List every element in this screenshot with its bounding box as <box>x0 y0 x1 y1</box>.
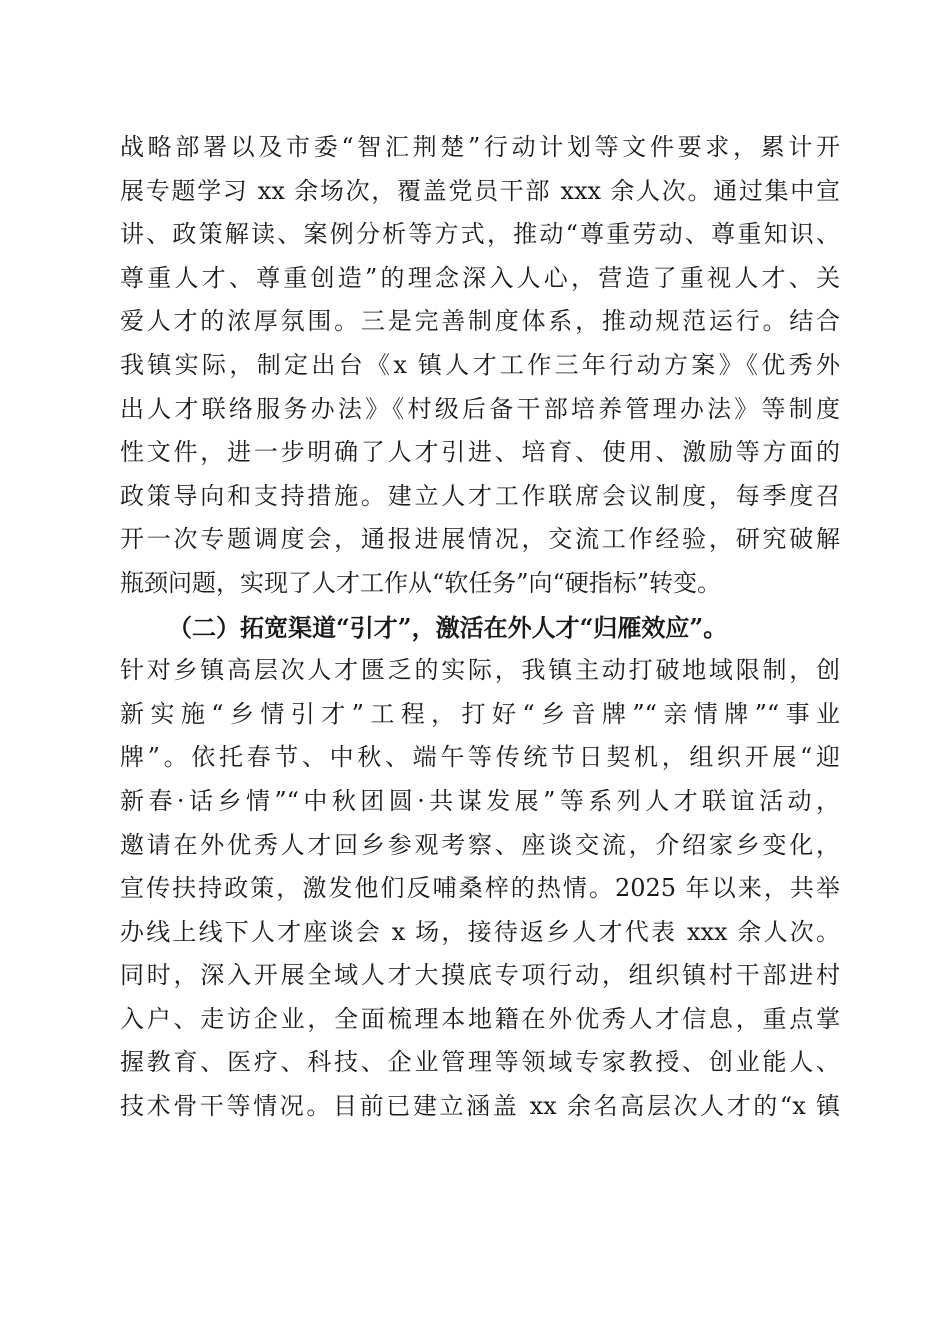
text-line: 开一次专题调度会，通报进展情况，交流工作经验，研究破解 <box>120 525 840 554</box>
text-line: 战略部署以及市委“智汇荆楚”行动计划等文件要求，累计开 <box>120 133 840 161</box>
text-line: 瓶颈问题，实现了人才工作从“软任务”向“硬指标”转变。 <box>120 568 722 597</box>
text-line: 讲、政策解读、案例分析等方式，推动“尊重劳动、尊重知识、 <box>120 220 840 249</box>
text-line: 尊重人才、尊重创造”的理念深入人心，营造了重视人才、关 <box>120 263 840 292</box>
text-line: 邀请在外优秀人才回乡参观考察、座谈交流，介绍家乡变化， <box>120 830 840 859</box>
section-heading: （二）拓宽渠道“引才”，激活在外人才“归雁效应”。 <box>168 612 728 642</box>
text-line: 出人才联络服务办法》《村级后备干部培养管理办法》等制度 <box>120 394 840 423</box>
text-line: 入户、走访企业，全面梳理本地籍在外优秀人才信息，重点掌 <box>120 1004 840 1033</box>
text-line: 展专题学习 xx 余场次，覆盖党员干部 xxx 余人次。通过集中宣 <box>120 176 840 205</box>
text-line: 我镇实际，制定出台《x 镇人才工作三年行动方案》《优秀外 <box>120 350 840 379</box>
text-line: 同时，深入开展全域人才大摸底专项行动，组织镇村干部进村 <box>120 961 840 990</box>
text-line: 技术骨干等情况。目前已建立涵盖 xx 余名高层次人才的“x 镇 <box>120 1092 840 1121</box>
text-line: 新实施“乡情引才”工程，打好“乡音牌”“亲情牌”“事业 <box>120 699 840 728</box>
text-line: 牌”。依托春节、中秋、端午等传统节日契机，组织开展“迎 <box>120 743 840 772</box>
text-line: 爱人才的浓厚氛围。三是完善制度体系，推动规范运行。结合 <box>120 307 840 336</box>
text-line: 宣传扶持政策，激发他们反哺桑梓的热情。2025 年以来，共举 <box>120 874 840 903</box>
text-line: 政策导向和支持措施。建立人才工作联席会议制度，每季度召 <box>120 481 840 510</box>
text-line: 针对乡镇高层次人才匮乏的实际，我镇主动打破地域限制，创 <box>120 656 840 685</box>
text-line: 新春·话乡情”“中秋团圆·共谋发展”等系列人才联谊活动， <box>120 786 840 815</box>
document-body <box>120 126 840 1129</box>
text-line: 性文件，进一步明确了人才引进、培育、使用、激励等方面的 <box>120 438 840 467</box>
text-line: 办线上线下人才座谈会 x 场，接待返乡人才代表 xxx 余人次。 <box>120 917 840 946</box>
text-line: 握教育、医疗、科技、企业管理等领域专家教授、创业能人、 <box>120 1048 840 1077</box>
